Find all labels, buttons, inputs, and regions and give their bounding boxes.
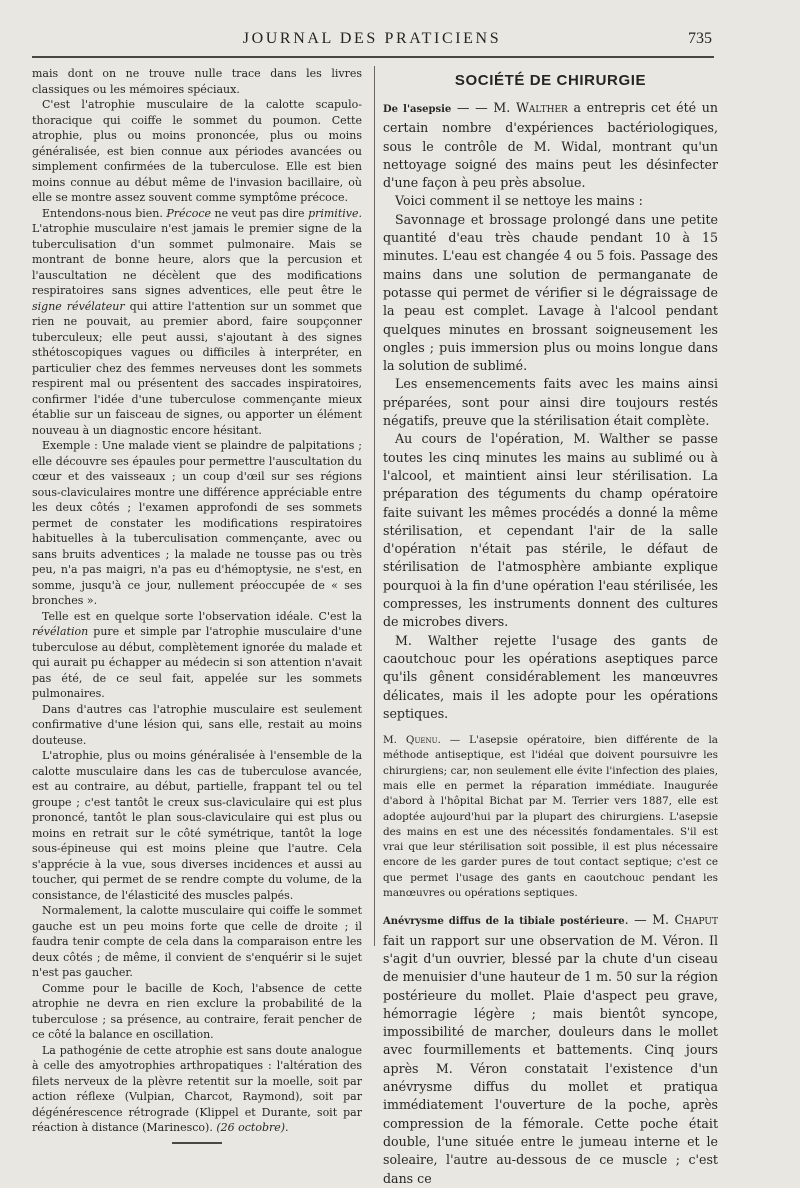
author-name: Walther	[515, 100, 568, 115]
text-run: . — L'asepsie opératoire, bien différente de la méthode antiseptique, est l'idéal que doivent poursuivre les chirurgiens; car, non seulement elle évite l'infection des plaies, mais elle en permet la réparation immédiate. Inaugurée d'abord à l'hôpital Bichat par M. Terrier vers 1887, elle est adoptée aujourd'hui par la plupart des chirurgiens. L'asepsie des mains en est une des nécessités fondamentales. S'il est vrai que leur stérilisation soit possible, il est plus nécessaire encore de les garder pures de tout contact septique; c'est ce que permet l'usage des gants en caoutchouc pendant les manœuvres ou opérations septiques.	[383, 734, 718, 900]
paragraph: Comme pour le bacille de Koch, l'absence de cette atrophie ne devra en rien exclure la probabilité de la tuberculose ; sa présence, au contraire, ferait pencher de ce côté la balance en oscillation.	[32, 981, 362, 1041]
text-run: qui attire l'attention sur un sommet que rien ne pouvait, au premier abord, faire soupçonner tuberculeux; elle peut aussi, s'ajoutant à des signes sthétoscopiques vagues ou difficiles à interpréter, en particulier chez des femmes nerveuses dont les sommets respirent mal ou présentent des saccades inspiratoires, confirmer l'idée d'une tuberculose commençante mieux établie sur un faisceau de signes, ou apporter un élément nouveau à un diagnostic encore hésitant.	[32, 299, 362, 437]
paragraph: mais dont on ne trouve nulle trace dans les livres classiques ou les mémoires spéciaux.	[32, 67, 362, 96]
text-run: Entendons-nous bien.	[42, 206, 167, 220]
text-run: fait un rapport sur une observation de M. Véron. Il s'agit d'un ouvrier, blessé par la chute d'un ciseau de menuisier d'une hauteur de 1 m. 50 sur la région postérieure du mollet. Plaie d'aspect peu grave, hémorragie légère ; mais bientôt syncope, impossibilité de marcher, douleurs dans le mollet avec fourmillements et battements. Cinq jours après M. Véron constatait l'existence d'un anévrysme diffus du mollet et pratiqua immédiatement l'ouverture de la poche, après compression de la fémorale. Cette poche était double, l'une située entre le jumeau interne et le soleaire, l'autre au-dessous de ce muscle ; c'est dans ce	[383, 932, 718, 1186]
paragraph	[32, 1043, 362, 1136]
text-run: Telle est en quelque sorte l'observation idéale. C'est la	[42, 609, 362, 623]
article-anevrysme	[383, 911, 718, 1187]
left-column	[32, 66, 362, 1144]
italic-term: signe révélateur	[32, 299, 125, 313]
author-name: Quenu	[405, 734, 438, 747]
paragraph	[32, 206, 362, 439]
article-asepsie-walther	[383, 99, 718, 723]
article-rubric: De l'asepsie	[383, 104, 452, 115]
header-rule	[32, 56, 714, 58]
paragraph: Exemple : Une malade vient se plaindre de palpitations ; elle découvre ses épaules pour permettre l'auscultation du cœur et des vaisseaux ; un coup d'œil sur ses régions sous-claviculaires montre une différence appréciable entre les deux côtés ; l'examen approfondi de ses sommets permet de constater les modifications respiratoires habituelles à la tuberculisation commençante, avec ou sans bruits adventices ; la malade ne tousse pas ou très peu, n'a pas maigri, n'a pas eu d'hémoptysie, ne s'est, en somme, jusqu'à ce jour, nullement préoccupée de « ses bronches ».	[32, 439, 362, 607]
paragraph: Voici comment il se nettoye les mains :	[395, 193, 643, 209]
text-run: . — M.	[624, 912, 675, 928]
article-end-rule	[172, 1142, 222, 1144]
paragraph	[32, 609, 362, 702]
text-run: La pathogénie de cette atrophie est sans doute analogue à celle des amyotrophies arthropatiques : l'altération des filets nerveux de la plèvre retentit sur la moelle, soit par action réflexe (Vulpian, Charcot, Raymond), soit par dégénérescence rétrograde (Klippel et Durante, soit par réaction à distance (Marinesco).	[32, 1043, 362, 1134]
paragraph: M. Walther rejette l'usage des gants de caoutchouc pour les opérations aseptiques parce qu'ils gênent considérablement les manœuvres délicates, mais il les adopte pour les opérations septiques.	[383, 632, 718, 721]
paragraph	[383, 733, 718, 901]
text-run: ne veut pas dire	[211, 206, 309, 220]
author-name: Chaput	[674, 912, 718, 928]
italic-term: révélation	[32, 625, 89, 638]
text-run: — — M.	[451, 100, 516, 115]
right-column	[383, 66, 718, 1188]
text-run: M.	[383, 734, 406, 747]
paragraph	[383, 911, 718, 1187]
text-run: a entrepris cet été un certain nombre d'expériences bactériologiques, sous le contrôle de M. Widal, montrant qu'un nettoyage soigné des mains peut les désinfecter d'une façon à peu près absolue.	[383, 100, 718, 191]
section-title: SOCIÉTÉ DE CHIRURGIE	[454, 72, 647, 89]
paragraph: Dans d'autres cas l'atrophie musculaire est seulement confirmative d'une lésion qui, sans elle, restait au moins douteuse.	[32, 702, 362, 747]
paragraph: Les ensemencements faits avec les mains ainsi préparées, sont pour ainsi dire toujours restés négatifs, preuve que la stérilisation était complète.	[383, 376, 718, 429]
paragraph	[383, 99, 718, 192]
page-number: 735	[688, 30, 712, 47]
journal-title: JOURNAL DES PRATICIENS	[242, 30, 502, 47]
article-asepsie-quenu	[383, 733, 718, 901]
text-run: pure et simple par l'atrophie musculaire d'une tuberculose au début, complètement ignorée du malade et qui aurait pu échapper au médecin si son attention n'avait pas été, de ce seul fait, appelée sur les sommets pulmonaires.	[32, 625, 362, 700]
text-run: .	[285, 1121, 289, 1134]
paragraph: C'est l'atrophie musculaire de la calotte scapulo-thoracique qui coiffe le sommet du poumon. Cette atrophie, plus ou moins prononcée, plus ou moins généralisée, est bien connue aux périodes avancées ou simplement confirmées de la tuberculose. Elle est bien moins connue au début même de l'invasion bacillaire, où elle se montre assez souvent comme symptôme précoce.	[32, 98, 362, 204]
paragraph: L'atrophie, plus ou moins généralisée à l'ensemble de la calotte musculaire dans les cas de tuberculose avancée, est au contraire, au début, partielle, frappant tel ou tel groupe ; c'est tantôt le creux sus-claviculaire qui est plus prononcé, tantôt le plan sous-claviculaire qui est plus ou moins en retrait sur le côté symétrique, tantôt la loge sous-épineuse qui est moins pleine que l'autre. Cela s'apprécie à la vue, sous diverses incidences et aussi au toucher, qui permet de se rendre compte du volume, de la consistance, de l'élasticité des muscles palpés.	[32, 749, 362, 902]
article-rubric: Anévrysme diffus de la tibiale postérieure	[383, 916, 625, 928]
column-divider	[374, 66, 375, 946]
paragraph: Normalement, la calotte musculaire qui coiffe le sommet gauche est un peu moins forte que celle de droite ; il faudra tenir compte de cela dans la comparaison entre les deux côtés ; de même, il convient de s'enquérir si le sujet n'est pas gaucher.	[32, 904, 362, 979]
paragraph: Savonnage et brossage prolongé dans une petite quantité d'eau très chaude pendant 10 à 15 minutes. L'eau est changée 4 ou 5 fois. Passage des mains dans une solution de permanganate de potasse qui permet de vérifier si le dégraissage de la peau est complet. Lavage à l'alcool pendant quelques minutes en brossant soigneusement les ongles ; puis immersion plus ou moins longue dans la solution de sublimé.	[383, 211, 718, 374]
text-run: . L'atrophie musculaire n'est jamais le premier signe de la tuberculisation d'un sommet pulmonaire. Mais se montrant de bonne heure, alors que la percusion et l'auscultation ne décèlent que des modifications respiratoires sans signes adventices, elle peut être le	[32, 206, 362, 297]
date-note: (26 octobre)	[216, 1121, 286, 1134]
running-head	[32, 30, 712, 52]
paragraph: Au cours de l'opération, M. Walther se passe toutes les cinq minutes les mains au sublimé ou à l'alcool, et maintient ainsi leur stérilisation. La préparation des téguments du champ opératoire faite suivant les mêmes procédés a donné la même stérilisation, et cependant l'air de la salle d'opération n'était pas stérile, le défaut de stérilisation de l'atmosphère ambiante explique pourquoi à la fin d'une opération l'eau stérilisée, les compresses, les instruments donnent des cultures de microbes divers.	[383, 431, 718, 630]
italic-term: primitive	[308, 206, 359, 220]
italic-term: Précoce	[166, 206, 212, 220]
